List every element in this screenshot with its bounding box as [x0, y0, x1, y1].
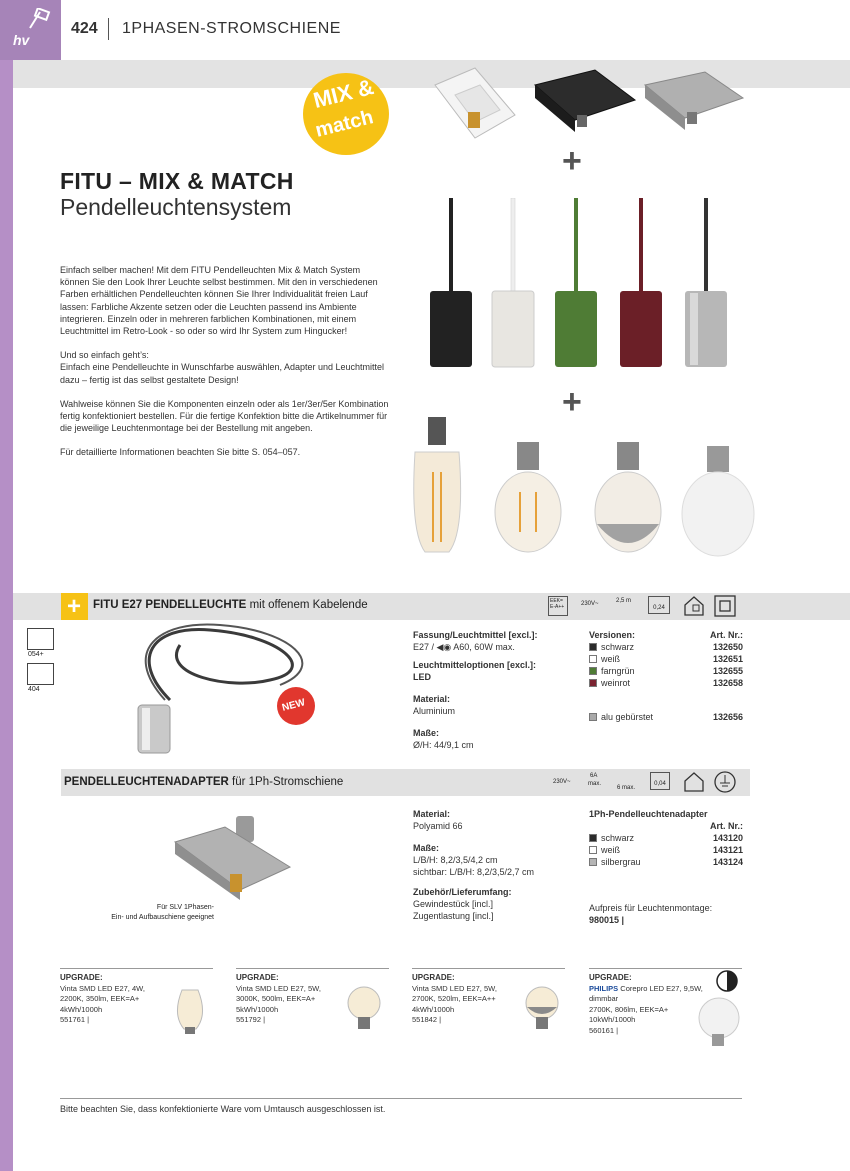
pendant-black-image [430, 198, 472, 367]
adapter-black-image [535, 70, 635, 132]
cable-length-icon: 2,5 m [616, 598, 632, 604]
bulb-frosted-image [682, 446, 754, 556]
art-number: 143120 [712, 833, 743, 843]
product2-specs [413, 808, 583, 922]
spec-heading: Maße: [413, 843, 440, 853]
product1-name-suffix: mit offenem Kabelende [249, 599, 368, 611]
header-divider [108, 18, 109, 40]
indoor-icon [683, 771, 705, 793]
upgrade-line: Vinta SMD LED E27, 4W, [60, 983, 145, 993]
upgrade-line: 5kWh/1000h [236, 1004, 279, 1014]
artnr-heading: Art. Nr.: [709, 630, 743, 640]
upgrade-divider [412, 968, 565, 969]
product2-name-suffix: für 1Ph-Stromschiene [232, 776, 344, 788]
surcharge-label: Aufpreis für Leuchtenmontage: [589, 903, 713, 913]
upgrade-line: 3000K, 500lm, EEK=A+ [236, 994, 316, 1003]
product1-name: FITU E27 PENDELLEUCHTE [93, 599, 247, 611]
upgrade-line: dimmbar [589, 994, 619, 1003]
spec-heading: Leuchtmitteloptionen [excl.]: [413, 660, 537, 670]
logo-text: hv [13, 32, 30, 48]
spec-value: Ø/H: 44/9,1 cm [413, 740, 474, 750]
art-number: 143121 [712, 845, 743, 855]
brand-logo [0, 0, 61, 60]
art-number: 132651 [712, 654, 743, 664]
upgrade-heading: UPGRADE: [236, 973, 279, 982]
color-swatch [589, 667, 597, 675]
upgrade-line: 10kWh/1000h [589, 1015, 636, 1024]
upgrade-divider [589, 968, 742, 969]
art-number: 132658 [712, 678, 743, 688]
color-swatch [589, 846, 597, 854]
adapter-images [425, 60, 755, 145]
pendant-images [410, 198, 745, 373]
indoor-icon [683, 595, 705, 617]
upgrade-divider [236, 968, 389, 969]
spec-value: LED [413, 672, 431, 682]
upgrade-line: Vinta SMD LED E27, 5W, [236, 983, 321, 993]
version-row [589, 653, 743, 665]
badge-line2: match [313, 106, 376, 142]
led-max-label: 6 max. [617, 785, 636, 791]
product2-name: PENDELLEUCHTENADAPTER [64, 776, 229, 788]
art-number: 132656 [712, 712, 743, 722]
version-name: silbergrau [601, 857, 641, 867]
color-swatch [589, 858, 597, 866]
color-swatch [589, 643, 597, 651]
version-name: alu gebürstet [601, 712, 654, 722]
ground-icon [714, 771, 736, 793]
bulb-mirror-image [595, 442, 661, 552]
version-name: weiß [601, 845, 621, 855]
upgrade-line: 551792 | [236, 1015, 266, 1024]
intro-paragraph: Wahlweise können Sie die Komponenten einzeln oder als 1er/3er/5er Kombination fertig konfektioniert bestellen. Für die fertige Konfektion bitte die Artikelnummer für die jeweilige Leuchtenmontage bei der Bestellung mit angeben. [60, 398, 389, 434]
version-name: schwarz [601, 642, 635, 652]
art-number: 132655 [712, 666, 743, 676]
upgrade-line: 560161 | [589, 1025, 619, 1035]
weight-icon: 0,04 [650, 772, 670, 790]
spec-heading: Zubehör/Lieferumfang: [413, 887, 512, 897]
upgrade-divider [60, 968, 213, 969]
art-number: 132650 [712, 642, 743, 652]
adapter-silver-image [645, 72, 743, 130]
badge-line1: MIX & [310, 73, 377, 114]
pendant-side-icon [27, 628, 54, 650]
version-row [589, 856, 743, 868]
product2-caption: Für SLV 1Phasen- Ein- und Aufbauschiene geeignet [111, 904, 214, 921]
upgrade-bulb-image [522, 985, 562, 1035]
side-color-strip [0, 0, 13, 1171]
spec-value: Aluminium [413, 706, 456, 716]
plus-badge-icon: + [61, 593, 88, 620]
brand-name: PHILIPS [589, 983, 619, 993]
upgrade-line: 4kWh/1000h [60, 1004, 103, 1014]
versions-heading: 1Ph-Pendelleuchtenadapter [589, 809, 708, 819]
section-title: 1PHASEN-STROMSCHIENE [122, 20, 341, 37]
hero-title: FITU – MIX & MATCH [60, 168, 294, 194]
upgrade-bulb-image [344, 985, 384, 1035]
versions-heading: Versionen: [589, 630, 636, 640]
upgrade-heading: UPGRADE: [412, 973, 455, 982]
spec-value: Polyamid 66 [413, 821, 463, 831]
spec-value: Gewindestück [incl.] Zugentlastung [incl.] [413, 899, 494, 921]
version-name: schwarz [601, 833, 635, 843]
product1-versions [589, 629, 743, 723]
upgrade-line: 2200K, 350lm, EEK=A+ [60, 994, 140, 1003]
version-row [589, 665, 743, 677]
upgrade-line: 2700K, 520lm, EEK=A++ [412, 994, 496, 1003]
product2-versions [589, 808, 743, 926]
protection-class-icon [714, 595, 736, 617]
version-row [589, 844, 743, 856]
upgrade-bulb-image [697, 996, 741, 1048]
spec-value: L/B/H: 8,2/3,5/4,2 cm sichtbar: L/B/H: 8,2/3,5/2,7 cm [413, 855, 535, 877]
upgrade-heading: UPGRADE: [589, 973, 632, 982]
product2-image [170, 812, 300, 902]
intro-paragraph: Und so einfach geht’s: Einfach eine Pendelleuchte in Wunschfarbe auswählen, Adapter und Leuchtmittel dazu – fertig ist das selbst gestaltete Design! [60, 350, 385, 385]
hero-subtitle: Pendelleuchtensystem [60, 194, 292, 220]
spec-value: E27 / ◀◉ A60, 60W max. [413, 642, 515, 652]
product1-specs [413, 629, 583, 751]
dimmable-icon [716, 970, 738, 992]
plus-sign-2: + [562, 383, 582, 421]
spec-heading: Maße: [413, 728, 440, 738]
pendant-red-image [620, 198, 662, 367]
art-number: 143124 [712, 857, 743, 867]
side-label-404: 404 [28, 686, 40, 693]
new-badge-label: NEW [280, 697, 307, 714]
color-swatch [589, 679, 597, 687]
upgrade-line: Corepro LED E27, 9,5W, [620, 983, 703, 993]
color-swatch [589, 834, 597, 842]
weight-icon: 0,24 [648, 596, 670, 614]
upgrade-line: 551842 | [412, 1015, 442, 1024]
product1-title [93, 599, 368, 611]
intro-paragraph: Einfach selber machen! Mit dem FITU Pendelleuchten Mix & Match System können Sie den Look Ihrer Leuchte selbst bestimmen. Mit den in verschiedenen Farben erhältlichen Pendelleuchten können Sie Ihrer Individualität freien Lauf lassen: Farbliche Akzente setzen oder die Leuchten passend ins Ambiente integrieren. Einzeln oder in mehreren farblichen Kombinationen, mit einem Leuchtmittel im Retro-Look - so oder so wird Ihr System zum Hingucker! [60, 265, 378, 337]
side-label-054: 054+ [28, 651, 44, 658]
spec-heading: Material: [413, 809, 451, 819]
adapter-white-image [435, 68, 515, 138]
version-name: farngrün [601, 666, 635, 676]
version-name: weiß [601, 654, 621, 664]
amp-sub-label: max. [588, 781, 602, 787]
version-row [589, 677, 743, 689]
surcharge-artnr: 980015 | [589, 915, 625, 925]
version-row [589, 711, 743, 723]
amp-label: 6A [590, 773, 598, 779]
upgrade-line: 551761 | [60, 1015, 90, 1024]
product2-title [64, 776, 343, 788]
voltage-label: 230V~ [581, 601, 599, 607]
spec-heading: Fassung/Leuchtmittel [excl.]: [413, 630, 538, 640]
plus-sign-1: + [562, 142, 582, 180]
artnr-heading: Art. Nr.: [709, 821, 743, 831]
voltage-label: 230V~ [553, 779, 571, 785]
pendant-white-image [492, 198, 534, 367]
upgrade-heading: UPGRADE: [60, 973, 103, 982]
intro-paragraph: Für detaillierte Informationen beachten Sie bitte S. 054–057. [60, 447, 301, 458]
page-number: 424 [71, 20, 98, 37]
spec-heading: Material: [413, 694, 451, 704]
mix-match-badge [303, 73, 389, 155]
pendant-alu-image [685, 198, 727, 367]
bulb-clear-image [495, 442, 561, 552]
intro-text [60, 264, 390, 471]
bulb-images [405, 412, 755, 560]
footer-note: Bitte beachten Sie, dass konfektionierte Ware vom Umtausch ausgeschlossen ist. [60, 1104, 386, 1114]
hv-side-icon [27, 663, 54, 685]
upgrade-bulb-image [170, 985, 210, 1035]
version-row [589, 641, 743, 653]
version-row [589, 832, 743, 844]
version-name: weinrot [601, 678, 631, 688]
bulb-edison-image [414, 417, 461, 552]
energy-label-icon: EEK= E-A++ [548, 596, 568, 616]
track-light-icon [26, 8, 52, 34]
color-swatch [589, 655, 597, 663]
upgrade-line: 4kWh/1000h [412, 1004, 455, 1014]
color-swatch [589, 713, 597, 721]
upgrade-line: Vinta SMD LED E27, 5W, [412, 983, 497, 993]
pendant-green-image [555, 198, 597, 367]
upgrade-line: 2700K, 806lm, EEK=A+ [589, 1004, 669, 1014]
footer-divider [60, 1098, 742, 1099]
